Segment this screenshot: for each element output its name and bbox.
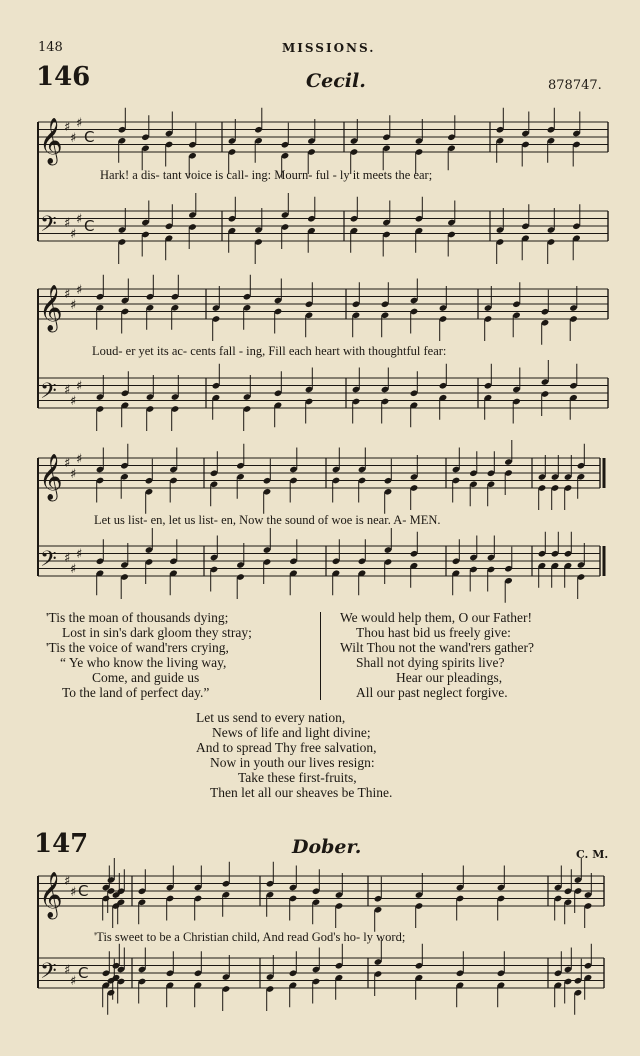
verse-line: Wilt Thou not the wand'rers gather?	[340, 640, 534, 655]
lyric-line-3: Let us list- en, let us list- en, Now the sound of woe is near. A- MEN.	[94, 513, 441, 527]
key-sharp: ♯	[76, 283, 83, 298]
verse-2	[46, 610, 252, 700]
hymn-147-tune: Dober.	[292, 836, 362, 858]
time-signature: C	[84, 217, 95, 235]
key-sharp: ♯	[70, 974, 77, 989]
verse-line: All our past neglect forgive.	[356, 685, 508, 700]
hymn-147-number: 147	[34, 829, 89, 859]
key-sharp: ♯	[70, 298, 77, 313]
verse-line: Let us send to every nation,	[196, 710, 346, 725]
key-sharp: ♯	[70, 394, 77, 409]
key-sharp: ♯	[70, 131, 77, 146]
verse-line: Take these first-fruits,	[238, 770, 357, 785]
key-sharp: ♯	[64, 120, 71, 135]
verse-line: Hear our pleadings,	[396, 670, 503, 685]
page-number: 148	[38, 40, 63, 55]
verse-line: Thou hast bid us freely give:	[356, 625, 511, 640]
key-sharp: ♯	[64, 383, 71, 398]
hymn-146-number: 146	[36, 62, 91, 92]
verse-divider	[320, 612, 321, 700]
verse-line: Now in youth our lives resign:	[210, 755, 375, 770]
key-sharp: ♯	[64, 216, 71, 231]
key-sharp: ♯	[64, 287, 71, 302]
time-signature: C	[78, 882, 89, 900]
verse-line: We would help them, O our Father!	[340, 610, 532, 625]
key-sharp: ♯	[76, 379, 83, 394]
verse-line: Lost in sin's dark gloom they stray;	[62, 625, 252, 640]
verse-line: “ Ye who know the living way,	[60, 655, 227, 670]
time-signature: C	[78, 964, 89, 982]
bass-clef: 𝄢	[40, 212, 57, 242]
key-sharp: ♯	[70, 885, 77, 900]
hymn-147-meter: C. M.	[576, 848, 609, 861]
verse-line: And to spread Thy free salvation,	[196, 740, 377, 755]
treble-clef: 𝄞	[39, 118, 63, 164]
treble-clef: 𝄞	[39, 285, 63, 331]
time-signature: C	[84, 128, 95, 146]
key-sharp: ♯	[76, 116, 83, 131]
treble-clef: 𝄞	[39, 454, 63, 500]
verse-line: News of life and light divine;	[212, 725, 371, 740]
key-sharp: ♯	[70, 227, 77, 242]
verse-line: Shall not dying spirits live?	[356, 655, 505, 670]
key-sharp: ♯	[76, 547, 83, 562]
treble-clef: 𝄞	[39, 872, 63, 918]
bass-clef: 𝄢	[40, 379, 57, 409]
key-sharp: ♯	[76, 212, 83, 227]
verse-4	[196, 710, 392, 800]
key-sharp: ♯	[64, 963, 71, 978]
key-sharp: ♯	[64, 456, 71, 471]
key-sharp: ♯	[70, 562, 77, 577]
lyric-line-4: 'Tis sweet to be a Christian child, And read God's ho- ly word;	[94, 930, 406, 944]
verse-3	[340, 610, 534, 700]
verse-line: Then let all our sheaves be Thine.	[210, 785, 393, 800]
hymn-146-meter: 878747.	[548, 78, 602, 93]
hymn-146-tune: Cecil.	[306, 70, 366, 92]
key-sharp: ♯	[76, 452, 83, 467]
key-sharp: ♯	[64, 551, 71, 566]
verse-line: Come, and guide us	[92, 670, 200, 685]
bass-clef: 𝄢	[40, 959, 57, 989]
verse-line: 'Tis the moan of thousands dying;	[46, 610, 229, 625]
key-sharp: ♯	[64, 874, 71, 889]
key-sharp: ♯	[70, 467, 77, 482]
running-title: MISSIONS.	[282, 41, 376, 55]
bass-clef: 𝄢	[40, 547, 57, 577]
lyric-line-2: Loud- er yet its ac- cents fall - ing, Fill each heart with thoughtful fear:	[92, 344, 447, 358]
verse-line: 'Tis the voice of wand'rers crying,	[46, 640, 229, 655]
verse-line: To the land of perfect day.”	[62, 685, 210, 700]
lyric-line-1: Hark! a dis- tant voice is call- ing: Mourn- ful - ly it meets the ear;	[100, 168, 433, 182]
